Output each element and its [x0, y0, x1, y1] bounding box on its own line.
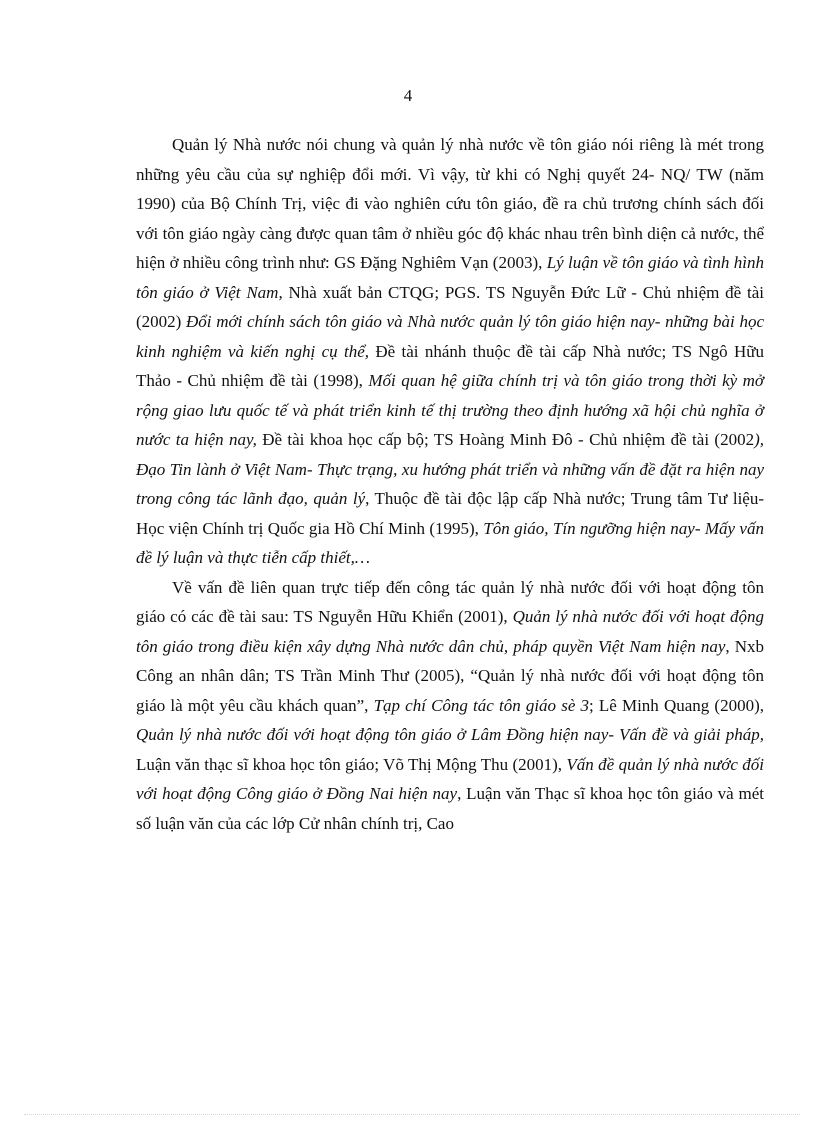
text-run: , Nxb Công an nhân dân; TS Trần Minh Thư (2005), “Quản lý nhà nước đối với hoạt động tôn giáo là một yêu cầu khách quan”, [136, 636, 765, 715]
text-run: , Thuộc đề tài độc lập cấp Nhà nước; Trung tâm Tư liệu- Học viện Chính trị Quốc gia Hồ Chí Minh (1995), [136, 489, 765, 538]
italic-title: Lý luận về tôn giáo và tình hình tôn giáo ở Việt Nam, [136, 253, 764, 302]
text-run: Đề tài khoa học cấp bộ; TS Hoàng Minh Đô - Chủ nhiệm đề tài (2002 [256, 430, 755, 449]
page-number: 4 [403, 86, 413, 105]
italic-title: Quản lý nhà nước đối với hoạt động tôn giáo trong điều kiện xây dựng Nhà nước dân chủ, pháp quyền Việt Nam hiện nay [136, 607, 764, 656]
text-run: Nhà xuất bản CTQG; PGS. TS Nguyễn Đức Lữ - Chủ nhiệm đề tài (2002) [136, 282, 764, 331]
text-run: Đề tài nhánh thuộc đề tài cấp Nhà nước; TS Ngô Hữu Thảo - Chủ nhiệm đề tài (1998), [136, 341, 764, 390]
italic-title: Đổi mới chính sách tôn giáo và Nhà nước quản lý tôn giáo hiện nay- những bài học kinh nghiệm và kiến nghị cụ thể, [136, 312, 764, 361]
italic-title: Tôn giáo, Tín ngưỡng hiện nay- Mấy vấn đề lý luận và thực tiễn cấp thiết,… [136, 518, 764, 567]
text-run: Luận văn thạc sĩ khoa học tôn giáo; Võ Thị Mộng Thu (2001), [136, 754, 567, 774]
paragraph [136, 130, 764, 573]
text-run: Quản lý Nhà nước nói chung và quản lý nhà nước về tôn giáo nói riêng là mét trong những yêu cầu của sự nghiệp đổi mới. Vì vậy, từ khi có Nghị quyết 24- NQ/ TW (năm 1990) của Bộ Chính Trị, việc đi vào nghiên cứu tôn giáo, đề ra chủ trương chính sách đối với tôn giáo ngày càng được quan tâm ở nhiều góc độ khác nhau trên bình diện cả nước, thể hiện ở nhiều công trình như: GS Đặng Nghiêm Vạn (2003), [136, 135, 764, 272]
italic-title: ), Đạo Tin lành ở Việt Nam- Thực trạng, xu hướng phát triển và những vấn đề đặt ra hiện nay trong công tác lãnh đạo, quản lý [136, 430, 764, 508]
text-run: ; Lê Minh Quang (2000), [589, 695, 764, 715]
text-run: , Luận văn Thạc sĩ khoa học tôn giáo và mét số luận văn của các lớp Cử nhân chính trị, Cao [136, 784, 764, 833]
page-bottom-rule [24, 1114, 800, 1115]
italic-title: Quản lý nhà nước đối với hoạt động tôn giáo ở Lâm Đồng hiện nay- Vấn đề và giải pháp, [136, 725, 764, 744]
italic-title: Mối quan hệ giữa chính trị và tôn giáo trong thời kỳ mở rộng giao lưu quốc tế và phát triển kinh tế thị trường theo định hướng xã hội chủ nghĩa ở nước ta hiện nay, [136, 371, 765, 449]
body-text [136, 130, 764, 838]
paragraph [136, 573, 764, 839]
italic-title: Tạp chí Công tác tôn giáo sè 3 [373, 695, 590, 715]
italic-title: Vấn đề quản lý nhà nước đối với hoạt động Công giáo ở Đồng Nai hiện nay [136, 754, 765, 803]
text-run: Về vấn đề liên quan trực tiếp đến công tác quản lý nhà nước đối với hoạt động tôn giáo có các đề tài sau: TS Nguyễn Hữu Khiển (2001), [136, 577, 764, 626]
